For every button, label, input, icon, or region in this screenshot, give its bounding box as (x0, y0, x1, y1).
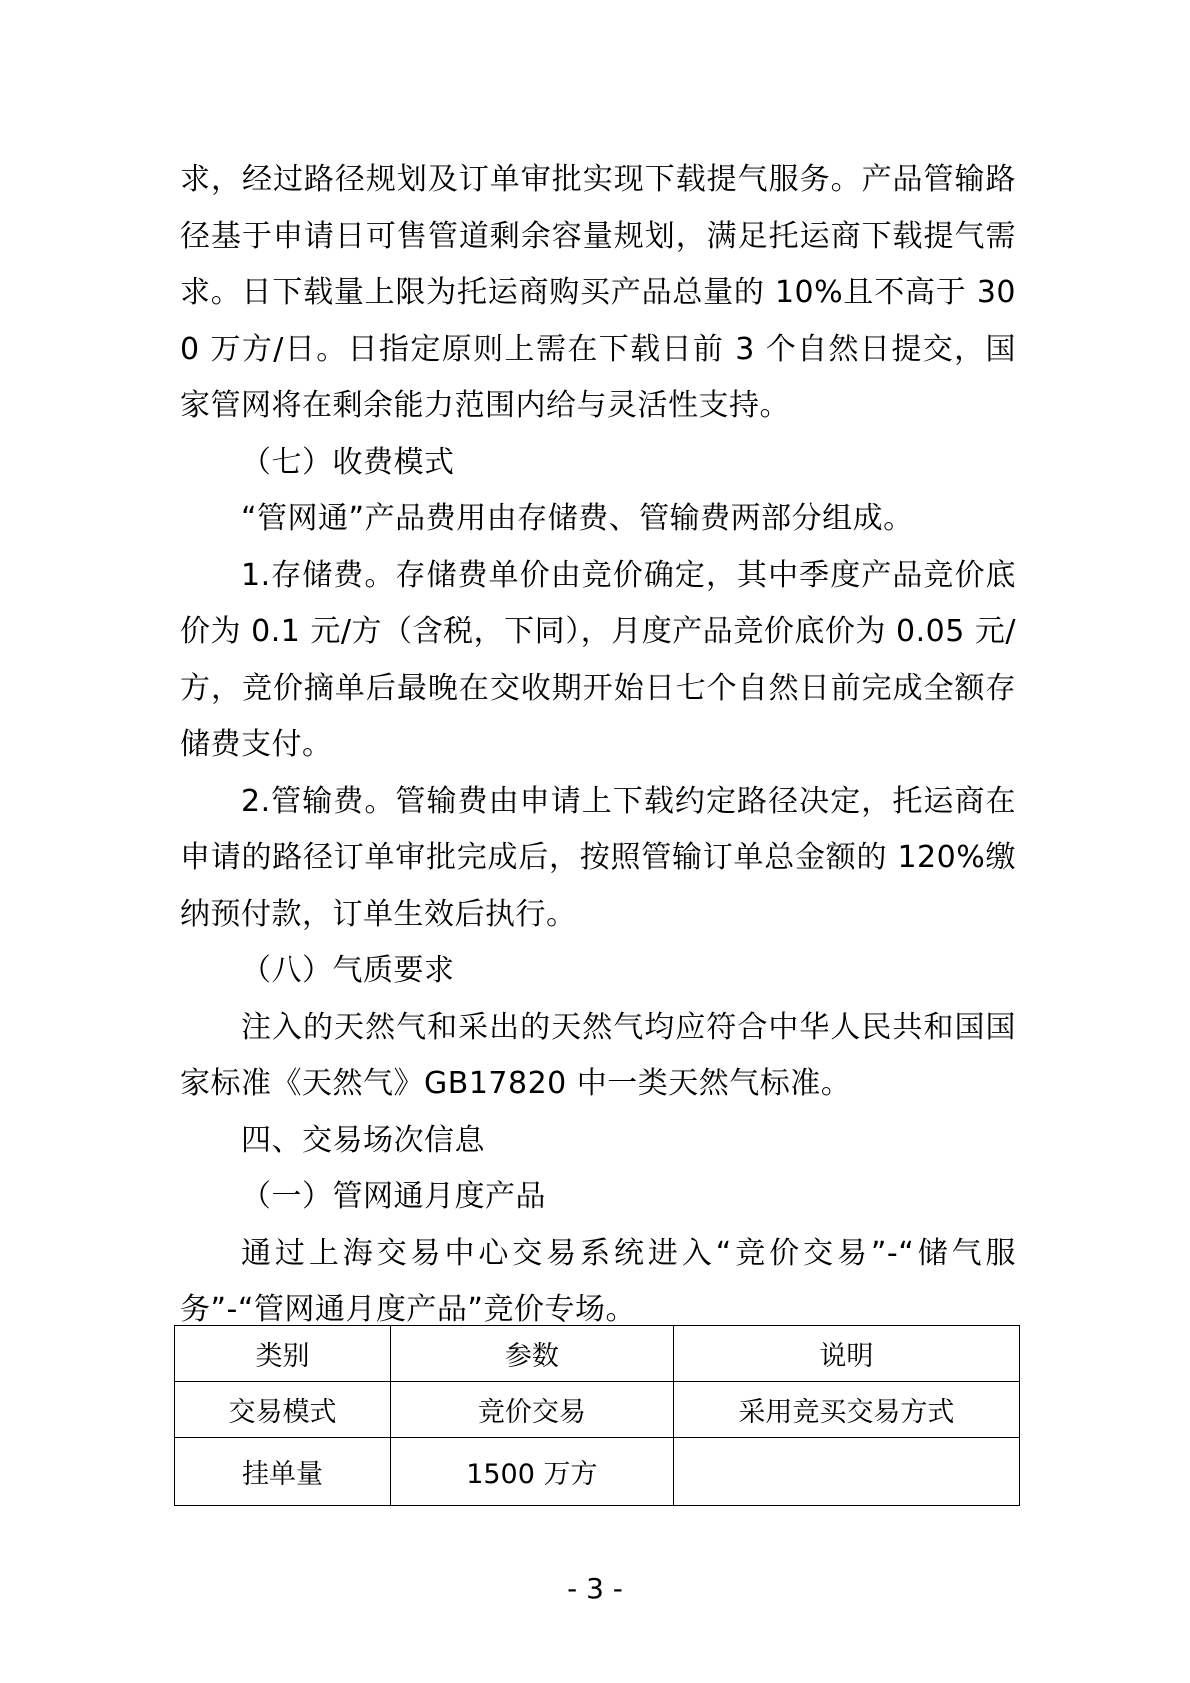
body-text (180, 152, 1016, 1339)
table-cell: 竞价交易 (390, 1382, 673, 1438)
page-number: - 3 - (567, 1572, 623, 1605)
paragraph-storage-fee: 1.存储费。存储费单价由竞价确定，其中季度产品竞价底价为 0.1 元/方（含税，下同），月度产品竞价底价为 0.05 元/方，竞价摘单后最晚在交收期开始日七个自然日前完成全额存储费支付。 (180, 557, 1016, 762)
subsection-heading-monthly-product: （一）管网通月度产品 (241, 1179, 546, 1214)
table-cell (673, 1438, 1019, 1506)
table-cell: 采用竞买交易方式 (673, 1382, 1019, 1438)
table-cell: 1500 万方 (390, 1438, 673, 1506)
table-cell: 挂单量 (175, 1438, 391, 1506)
table-header-cell: 说明 (673, 1326, 1019, 1382)
parameter-table (174, 1325, 1020, 1506)
table-row (175, 1382, 1020, 1438)
table-header-row (175, 1326, 1020, 1382)
table-cell: 交易模式 (175, 1382, 391, 1438)
paragraph-system-entry: 通过上海交易中心交易系统进入“竞价交易”-“储气服务”-“管网通月度产品”竞价专场。 (180, 1235, 1016, 1327)
section-heading-gas-quality: （八）气质要求 (241, 953, 455, 988)
paragraph-fee-composition: “管网通”产品费用由存储费、管输费两部分组成。 (241, 501, 914, 536)
paragraph-gas-standard: 注入的天然气和采出的天然气均应符合中华人民共和国国家标准《天然气》GB17820 中一类天然气标准。 (180, 1009, 1016, 1101)
paragraph-transport-fee: 2.管输费。管输费由申请上下载约定路径决定，托运商在申请的路径订单审批完成后，按照管输订单总金额的 120%缴纳预付款，订单生效后执行。 (180, 783, 1016, 932)
section-heading-trading-sessions: 四、交易场次信息 (241, 1122, 485, 1158)
table-row (175, 1438, 1020, 1506)
paragraph-continued: 求，经过路径规划及订单审批实现下载提气服务。产品管输路径基于申请日可售管道剩余容量规划，满足托运商下载提气需求。日下载量上限为托运商购买产品总量的 10%且不高于 300 万方/日。日指定原则上需在下载日前 3 个自然日提交，国家管网将在剩余能力范围内给与灵活性支持。 (180, 162, 1016, 423)
section-heading-charging: （七）收费模式 (241, 444, 455, 480)
table-header-cell: 参数 (390, 1326, 673, 1382)
table-header-cell: 类别 (175, 1326, 391, 1382)
